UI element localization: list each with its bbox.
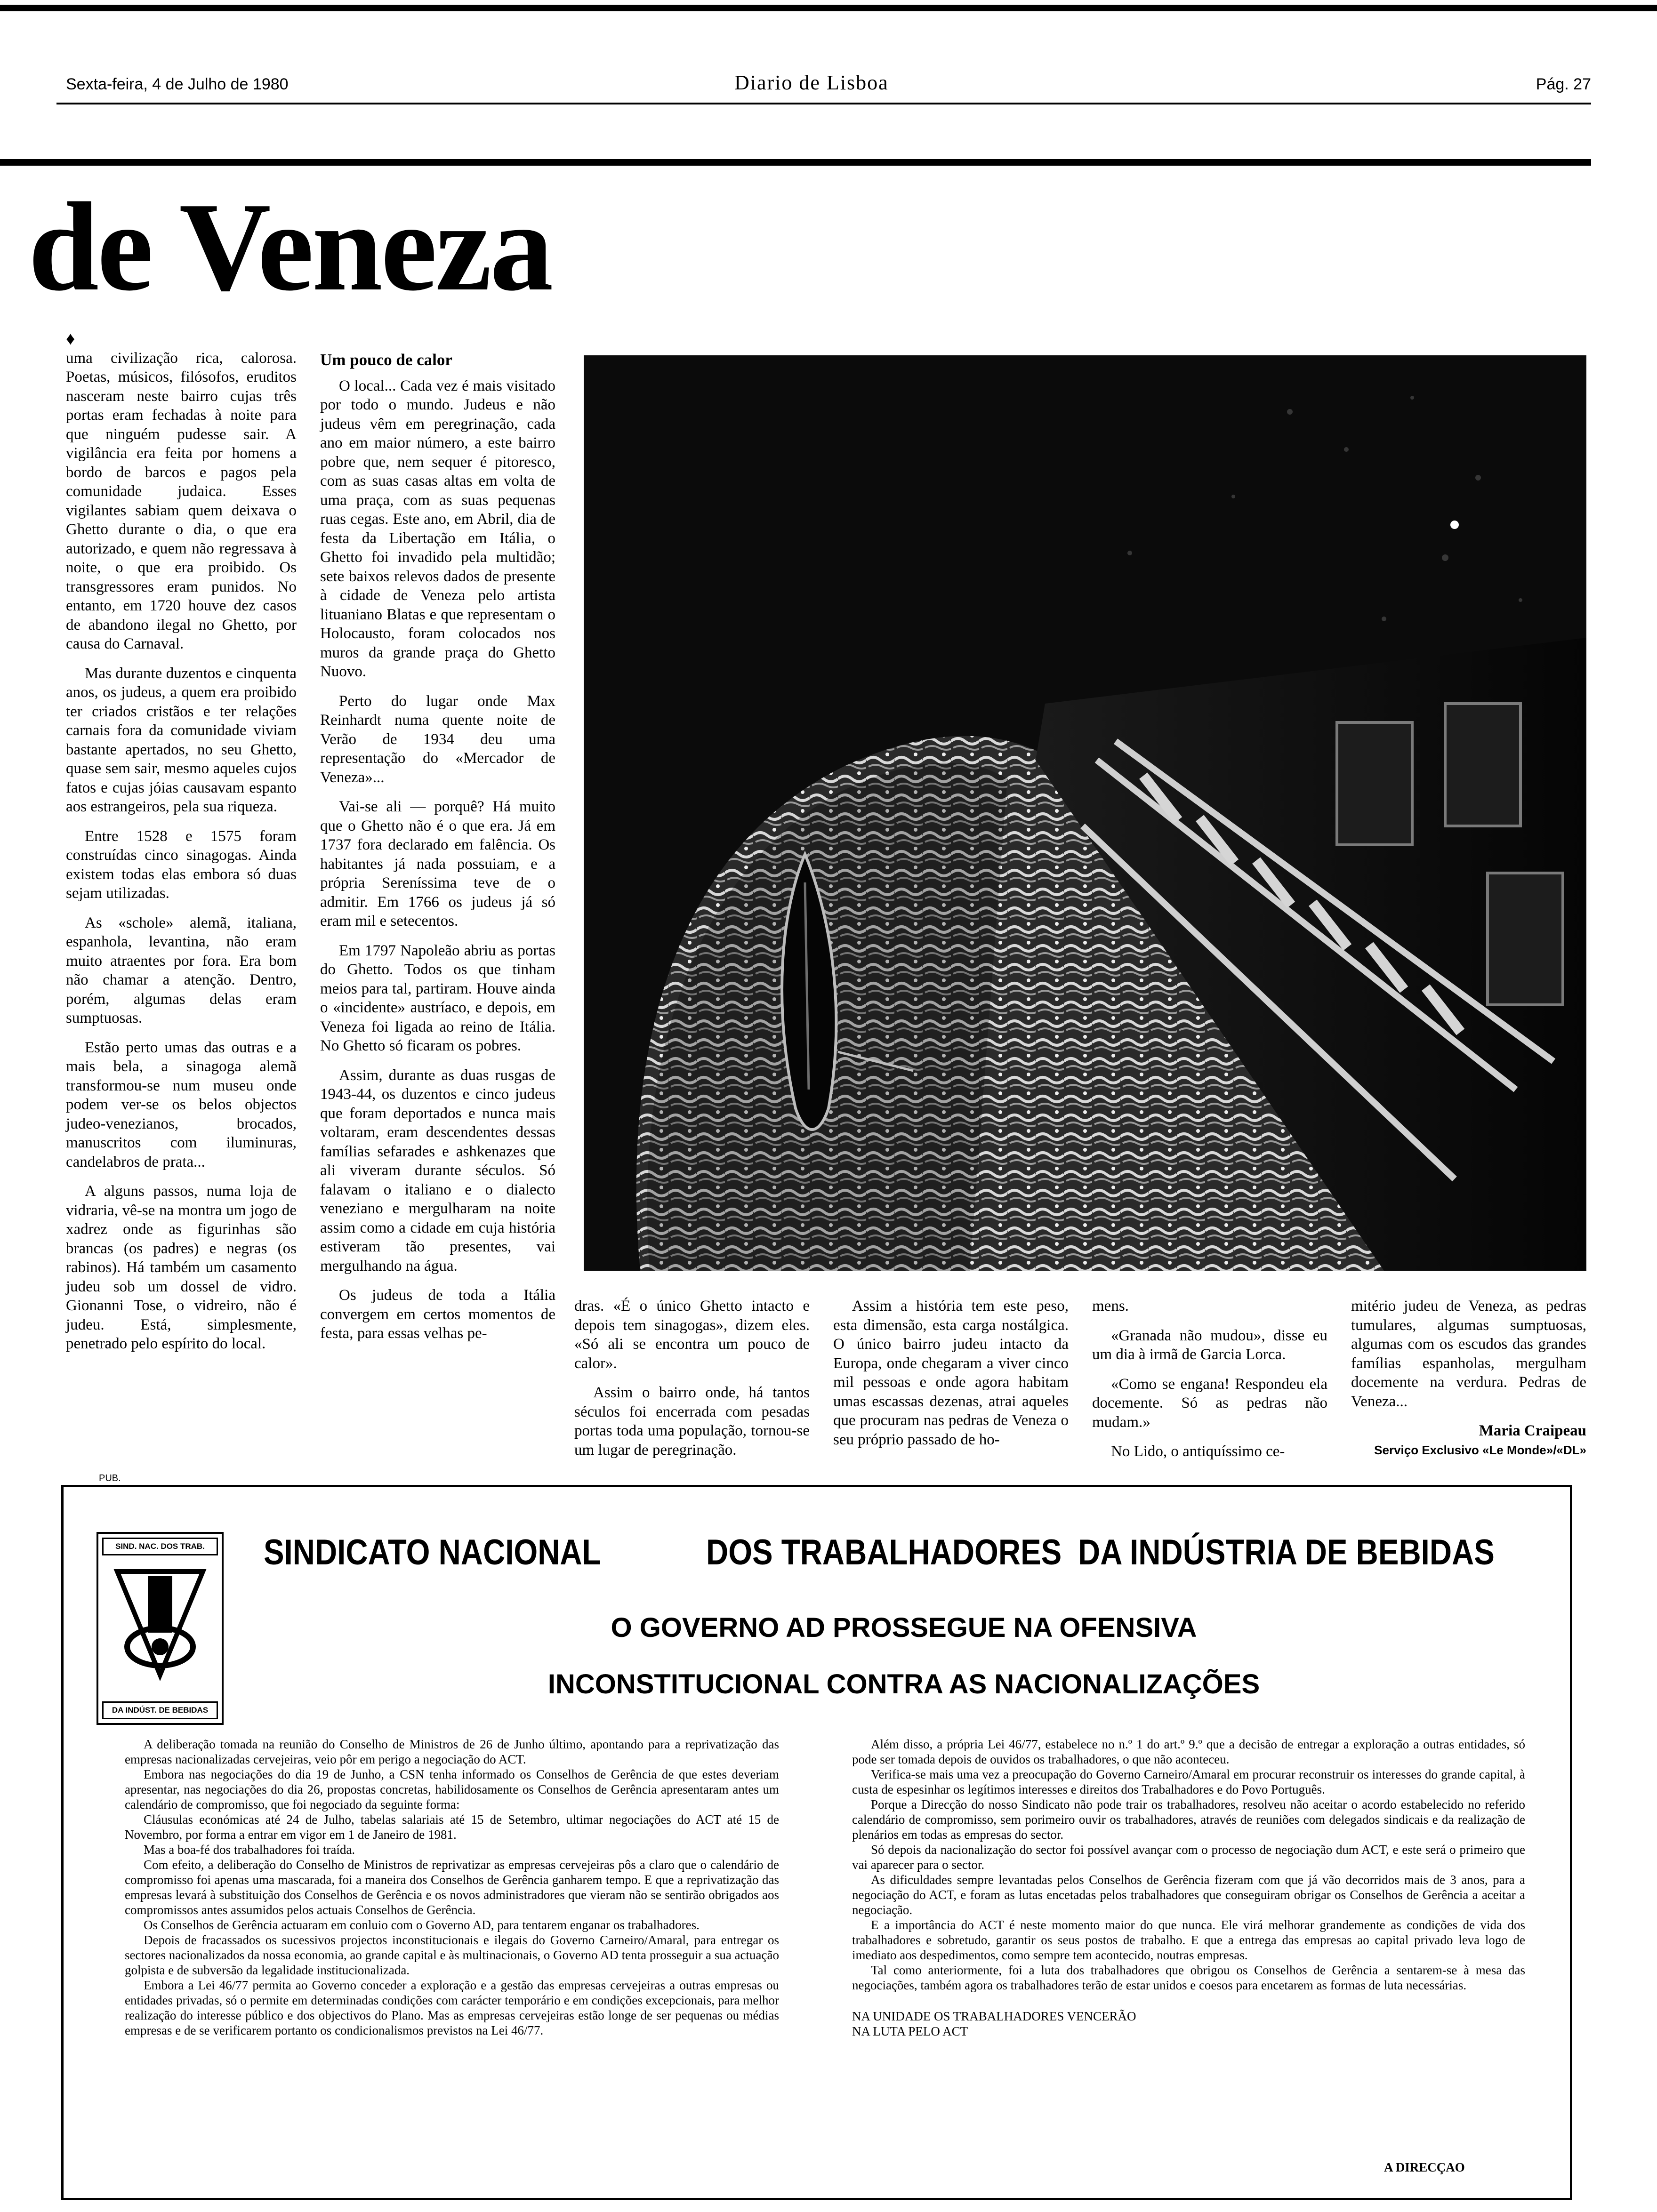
paragraph: Vai-se ali — porquê? Há muito que o Ghetto não é o que era. Já em 1737 fora declarado em falência. Os habitantes já nada possuiam, e a própria Sereníssima teve de o admitir. Em 1766 os judeus já só eram mil e setecentos. (320, 798, 555, 930)
paragraph: O local... Cada vez é mais visitado por todo o mundo. Judeus e não judeus vêm em peregrinação, cada ano em maior número, a este bairro pobre que, nem sequer é pitoresco, com as suas casas altas em volta de uma praça, com as suas pequenas ruas cegas. Este ano, em Abril, dia de festa da Libertação em Itália, o Ghetto foi invadido pela multidão; sete baixos relevos dados de presente à cidade de Veneza pelo artista lituaniano Blatas e que representam o Holocausto, foram colocados nos muros da grande praça do Ghetto Nuovo. (320, 377, 555, 680)
section-rule (0, 159, 1591, 166)
ad-subtitle-2: INCONSTITUCIONAL CONTRA AS NACIONALIZAÇÕES (547, 1669, 1260, 1699)
article-column-6 (1351, 1297, 1586, 1459)
paragraph: «Granada não mudou», disse eu um dia à irmã de Garcia Lorca. (1092, 1327, 1327, 1363)
news-service-credit: Serviço Exclusivo «Le Monde»/«DL» (1374, 1443, 1586, 1457)
paragraph: «Como se engana! Respondeu ela docemente. Só as pedras não mudam.» (1092, 1375, 1327, 1431)
paragraph: Perto do lugar onde Max Reinhardt numa quente noite de Verão de 1934 deu uma representação do «Mercador de Veneza»... (320, 692, 555, 786)
header-rule (56, 103, 1591, 104)
ad-paragraph: E a importância do ACT é neste momento maior do que nunca. Ele virá melhorar grandemente as condições de vida dos trabalhadores e sobretudo, garantir os seus postos de trabalho. E que a entrega das empresas ao capital privado leva logo de imediato aos despedimentos, como sempre tem acontecido, noutras empresas. (852, 1918, 1525, 1962)
ad-signature: A DIRECÇAO (1384, 2160, 1465, 2174)
paragraph: Entre 1528 e 1575 foram construídas cinco sinagogas. Ainda existem todas elas embora só duas sejam utilizadas. (66, 827, 297, 902)
paragraph: Assim, durante as duas rusgas de 1943-44, os duzentos e cinco judeus que foram deportados e nunca mais voltaram, eram descendentes dessas famílias sefarades e ashkenazes que ali viveram durante séculos. Só falavam o italiano e o dialecto veneziano e mergulharam na noite assim como a cidade em cuja história estiveram tão presentes, vai mergulhando na água. (320, 1066, 555, 1274)
bottle-emblem-icon (108, 1567, 212, 1684)
page-number: Pág. 27 (1536, 75, 1591, 93)
article-column-3 (574, 1297, 810, 1470)
paragraph: Assim o bairro onde, há tantos séculos foi encerrada com pesadas portas toda uma população, tornou-se um lugar de peregrinação. (574, 1384, 810, 1459)
paragraph: mitério judeu de Veneza, as pedras tumulares, algumas sumptuosas, algumas com os escudos das grandes famílias espanholas, mergulham docemente na verdura. Pedras de Veneza... (1351, 1298, 1586, 1410)
paragraph: Estão perto umas das outras e a mais bela, a sinagoga alemã transformou-se num museu onde podem ver-se os belos objectos judeo-venezianos, brocados, manuscritos com iluminuras, candelabros de prata... (66, 1039, 297, 1170)
ad-slogan-1: NA UNIDADE OS TRABALHADORES VENCERÃO (852, 2009, 1136, 2023)
ad-title-part-3: DA INDÚSTRIA DE BEBIDAS (1078, 1532, 1495, 1572)
paragraph: A alguns passos, numa loja de vidraria, vê-se na montra um jogo de xadrez onde as figurinhas são brancas (os padres) e negras (os rabinos). Há também um casamento judeu sob um dossel de vidro. Gionanni Tose, o vidreiro, não é judeu. Está, simplesmente, penetrado pelo espírito do local. (66, 1183, 297, 1352)
subheading: Um pouco de calor (320, 351, 452, 369)
ad-paragraph: Embora a Lei 46/77 permita ao Governo conceder a exploração e a gestão das empresas cervejeiras a outras empresas ou entidades privadas, só o permite em determinadas condições com carácter temporário e em condições excepcionais, para melhor realização do interesse público e dos objectivos do Plano. Mas as empresas cervejeiras estão longe de ser pequenas ou médias empresas e de se verificarem portanto os condicionalismos previstos na Lei 46/77. (125, 1978, 779, 2037)
paragraph: dras. «É o único Ghetto intacto e depois tem sinagogas», dizem eles. «Só ali se encontra um pouco de calor». (574, 1298, 810, 1372)
ad-paragraph: Cláusulas económicas até 24 de Julho, tabelas salariais até 15 de Setembro, ultimar negociações do ACT até 15 de Novembro, por forma a entrar em vigor em 1 de Janeiro de 1981. (125, 1812, 779, 1842)
ad-title-part-2: DOS TRABALHADORES (706, 1532, 1062, 1572)
paragraph: No Lido, o antiquíssimo ce- (1111, 1443, 1285, 1460)
paragraph: mens. (1092, 1298, 1129, 1314)
article-column-4 (833, 1297, 1069, 1459)
article-column-2 (320, 351, 555, 1354)
paragraph: Os judeus de toda a Itália convergem em certos momentos de festa, para essas velhas pe- (320, 1287, 555, 1342)
union-logo (97, 1532, 224, 1725)
ad-paragraph: Porque a Direcção do nosso Sindicato não pode trair os trabalhadores, resolveu não aceitar o acordo estabelecido no referido calendário de compromisso, sem porimeiro ouvir os trabalhadores, através de reuniões com delegados sindicais e da realização de plenários em todas as empresas do sector. (852, 1797, 1525, 1842)
paragraph: Mas durante duzentos e cinquenta anos, os judeus, a quem era proibido ter criados cristãos e ter relações carnais fora da comunidade viviam bastante apertados, no seu Ghetto, quase sem sair, mesmo aqueles cujos fatos e cujas jóias causavam espanto aos estrangeiros, pela sua riqueza. (66, 665, 297, 815)
ad-paragraph: Embora nas negociações do dia 19 de Junho, a CSN tenha informado os Conselhos de Gerência de que estes deveriam apresentar, nas negociações do dia 26, propostas concretas, habilidosamente os Conselhos de Gerência apresentaram antes um calendário de compromisso, que foi negociado da seguinte forma: (125, 1767, 779, 1811)
ad-slogan-2: NA LUTA PELO ACT (852, 2024, 968, 2038)
ad-title-part-1: SINDICATO NACIONAL (264, 1532, 601, 1572)
ad-paragraph: Além disso, a própria Lei 46/77, estabelece no n.º 1 do art.º 9.º que a decisão de entregar a exploração a outras entidades, só pode ser tomada depois de ouvidos os trabalhadores, o que não aconteceu. (852, 1737, 1525, 1766)
paragraph: uma civilização rica, calorosa. Poetas, músicos, filósofos, eruditos nasceram neste bairro cujas três portas eram fechadas à noite para que ninguém pudesse sair. A vigilância era feita por homens a bordo de barcos e pagos pela comunidade judaica. Esses vigilantes sabiam quem deixava o Ghetto durante o dia, o que era autorizado, e quem não regressava à noite, o que era proibido. Os transgressores eram punidos. No entanto, em 1720 houve dez casos de abandono ilegal no Ghetto, por causa do Carnaval. (66, 349, 297, 652)
ad-paragraph: Depois de fracassados os sucessivos projectos inconstitucionais e ilegais do Governo Carneiro/Amaral, para entregar os sectores nacionalizados da nossa economia, ao grande capital e às multinacionais, o Governo AD tenta prosseguir a sua actuação golpista e de subversão da legalidade institucionalizada. (125, 1933, 779, 1977)
issue-date: Sexta-feira, 4 de Julho de 1980 (66, 75, 289, 93)
ad-paragraph: A deliberação tomada na reunião do Conselho de Ministros de 26 de Junho último, apontando para a reprivatização das empresas nacionalizadas cervejeiras, veio pôr em perigo a negociação do ACT. (125, 1737, 779, 1766)
ad-subtitle-1: O GOVERNO AD PROSSEGUE NA OFENSIVA (611, 1612, 1197, 1643)
ad-paragraph: Os Conselhos de Gerência actuaram em conluio com o Governo AD, para tentarem enganar os trabalhadores. (144, 1918, 700, 1932)
ad-paragraph: Verifica-se mais uma vez a preocupação do Governo Carneiro/Amaral em procurar reconstruir os interesses do grande capital, à custa de espesinhar os legítimos interesses e direitos dos Trabalhadores e do Povo Português. (852, 1767, 1525, 1796)
ad-paragraph: As dificuldades sempre levantadas pelos Conselhos de Gerência fizeram com que já vão decorridos mais de 3 anos, para a negociação do ACT, e foram as lutas encetadas pelos trabalhadores que conseguiram obrigar os Conselhos de Gerência a aceitar a negociação. (852, 1873, 1525, 1917)
ad-paragraph: Tal como anteriormente, foi a luta dos trabalhadores que obrigou os Conselhos de Gerência a sentarem-se à mesa das negociações, também agora os trabalhadores terão de estar unidos e coesos para encetarem as formas de luta necessárias. (852, 1963, 1525, 1992)
bullet-icon: ♦ (66, 329, 75, 349)
canal-gondola-illustration (584, 355, 1586, 1271)
ad-paragraph: Mas a boa-fé dos trabalhadores foi traída. (144, 1843, 355, 1857)
author-byline: Maria Craipeau (1479, 1422, 1586, 1439)
pub-label: PUB. (99, 1473, 121, 1483)
venice-canal-photo (584, 355, 1586, 1271)
logo-top-text: SIND. NAC. DOS TRAB. (102, 1538, 218, 1555)
article-headline: de Veneza (28, 176, 552, 317)
logo-bottom-text: DA INDÚST. DE BEBIDAS (102, 1701, 218, 1719)
newspaper-title: Diario de Lisboa (734, 71, 889, 94)
ad-right-column (852, 1737, 1525, 2039)
article-column-5 (1092, 1297, 1327, 1472)
ad-paragraph: Só depois da nacionalização do sector foi possível avançar com o processo de negociação dum ACT, e este será o primeiro que vai aparecer para o sector. (852, 1843, 1525, 1872)
ad-left-column (125, 1737, 779, 2038)
paragraph: Assim a história tem este peso, esta dimensão, esta carga nostálgica. O único bairro judeu intacto da Europa, onde chegaram a viver cinco mil pessoas e onde agora habitam umas escassas dezenas, atrai aqueles que procuram nas pedras de Veneza o seu próprio passado de ho- (833, 1298, 1069, 1448)
article-column-1 (66, 329, 297, 1364)
paragraph: As «schole» alemã, italiana, espanhola, levantina, não eram muito atraentes por fora. Era bom não chamar a atenção. Dentro, porém, algumas delas eram sumptuosas. (66, 914, 297, 1026)
ad-paragraph: Com efeito, a deliberação do Conselho de Ministros de reprivatizar as empresas cervejeiras pôs a claro que o calendário de compromisso foi apenas uma mascarada, foi a maneira dos Conselhos de Gerência ganharem tempo. E que a reprivatização das empresas levará à substituição dos Conselhos de Gerência e os novos administradores que vieram não se sentirão obrigados aos compromissos antes assumidos pelos actuais Conselhos de Gerência. (125, 1858, 779, 1917)
paragraph: Em 1797 Napoleão abriu as portas do Ghetto. Todos os que tinham meios para tal, partiram. Houve ainda o «incidente» austríaco, e depois, em Veneza foi ligada ao reino de Itália. No Ghetto só ficaram os pobres. (320, 942, 555, 1054)
top-border (0, 5, 1657, 11)
